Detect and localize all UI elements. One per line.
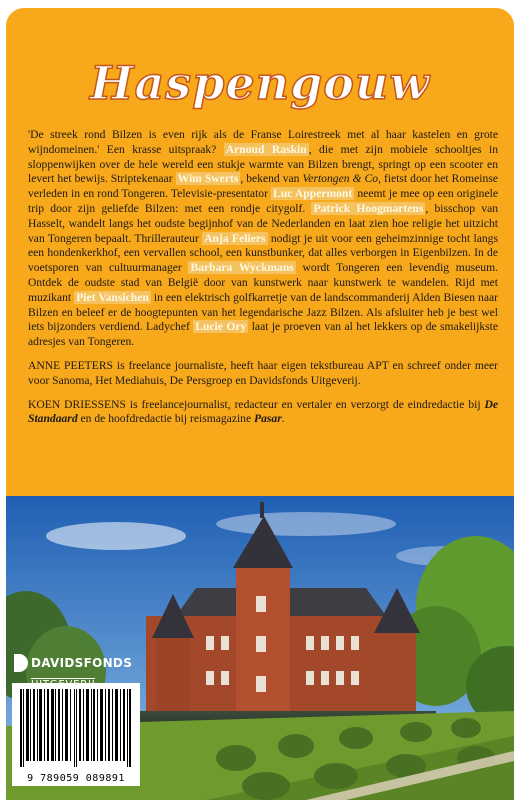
text-run: neemt je mee op een originele trip door zijn geliefde Bilzen: met een rondje citygolf. (28, 187, 498, 215)
text-run: wordt Tongeren een levendig museum. Ontdek de oudste stad van België door van kunstwerk naar kunstwerk te wandelen. Rijd met muzikant (28, 261, 498, 304)
orange-text-panel (6, 8, 514, 496)
text-run: Vertongen & Co (302, 172, 379, 186)
isbn-number: 9 789059 089891 (27, 773, 125, 784)
text-run: KOEN DRIESSENS is freelancejournalist, redacteur en vertaler en verzorgt de eindredactie bij (28, 397, 485, 411)
blurb-paragraph-intro (28, 128, 498, 350)
blurb-paragraph-author-driessens (28, 398, 498, 428)
publisher-name-line1: DAVIDSFONDS (31, 655, 133, 670)
highlighted-name: Piet Vansichen (76, 290, 149, 304)
text-run: in een elektrisch golfkarretje van de landscommanderij Alden Biesen naar Bilzen en beleef er de hoogtepunten van het legendarische Jazz Bilzen. Als afsluiter heb je best wel iets bijzonders verdiend. Ladychef (28, 290, 498, 334)
text-run: , die met zijn mobiele schooltjes in sloppenwijken over de hele wereld een stukje warmte van Bilzen brengt, springt op een scooter en levert het bewijs. Striptekenaar (28, 142, 498, 186)
text-run: De Standaard (28, 397, 498, 426)
blurb-text (28, 128, 498, 436)
text-run: en de hoofdredactie bij reismagazine (77, 412, 255, 426)
highlighted-name: Anja Feliers (204, 231, 266, 245)
publisher-logo-icon (14, 654, 28, 672)
text-run: . (281, 412, 285, 426)
text-run: Pasar (254, 412, 282, 426)
highlighted-name: Wim Swerts (177, 172, 239, 186)
text-run: 'De streek rond Bilzen is even rijk als de Franse Loirestreek met al haar kastelen en grote wijndomeinen.' Een krasse uitspraak? (28, 128, 498, 156)
blurb-paragraph-author-peeters (28, 359, 498, 389)
text-run: nodigt je uit voor een geheimzinnige tocht langs een hondenkerkhof, een vervallen school, een kunstbunker, dat alles verborgen in Eigenbilzen. In de voetsporen van cultuurmanager (28, 231, 498, 275)
highlighted-name: Lucie Ory (195, 320, 247, 334)
highlighted-name: Luc Appermont (273, 187, 353, 201)
highlighted-name: Arnoud Raskin (225, 142, 307, 156)
barcode-bars (20, 689, 132, 767)
text-run: , bisschop van Hasselt, wandelt langs het oudste begijnhof van de Nederlanden en laat zien hoe religie het uitzicht van Tongeren bepaalt. Thrillerauteur (28, 201, 499, 245)
text-run: , bekend van (240, 172, 303, 186)
book-title: Haspengouw (90, 56, 430, 110)
highlighted-name: Barbara Wyckmans (190, 261, 294, 275)
text-run: ANNE PEETERS is freelance journaliste, heeft haar eigen tekstbureau APT en schreef onder meer voor Sanoma, Het Mediahuis, De Persgroep en Davidsfonds Uitgeverij. (28, 358, 498, 387)
text-run: , fietst door het Romeinse verleden in en rond Tongeren. Televisie-presentator (28, 172, 498, 201)
highlighted-name: Patrick Hoogmartens (313, 201, 424, 215)
text-run: laat je proeven van al het lekkers op de smakelijkste adresjes van Tongeren. (28, 320, 498, 349)
isbn-barcode (12, 683, 140, 786)
